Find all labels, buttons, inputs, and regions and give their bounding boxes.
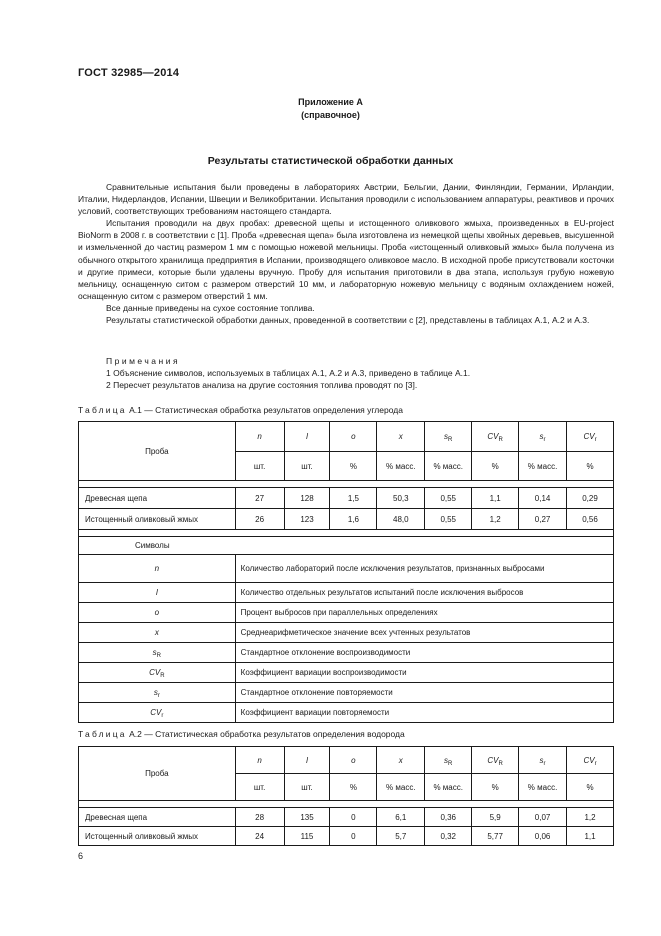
value-cell: 0 bbox=[330, 808, 377, 827]
value-cell: 50,3 bbox=[377, 488, 425, 509]
section-title: Результаты статистической обработки данных bbox=[207, 155, 454, 167]
value-cell: 1,1 bbox=[567, 827, 614, 846]
sample-header: Проба bbox=[79, 747, 236, 801]
symbol-subscript: r bbox=[594, 760, 597, 767]
paragraph: Сравнительные испытания были проведены в лабораториях Австрии, Бельгии, Дании, Финляндии, Германии, Ирландии, Италии, Нидерландов, Испании, Швеции и Великобритании. Испытания проводили с использованием аппаратуры, реактивов и прочих условий, соответствующих требованиям настоящего стандарта. bbox=[78, 182, 614, 217]
unit-cell: % масс. bbox=[425, 452, 472, 481]
legend-header: Символы bbox=[79, 537, 614, 555]
unit-cell: % масс. bbox=[519, 774, 567, 801]
legend-row bbox=[79, 555, 614, 583]
table-a2-caption-prefix: Таблица bbox=[78, 729, 127, 739]
annex-title: Приложение А bbox=[298, 97, 363, 107]
symbol-main: CV bbox=[583, 432, 595, 441]
symbol-main: s bbox=[153, 688, 158, 697]
value-cell: 0,55 bbox=[425, 488, 472, 509]
annex-subtitle: (справочное) bbox=[301, 110, 360, 120]
unit-cell: шт. bbox=[284, 774, 330, 801]
symbol-subscript: r bbox=[543, 760, 546, 767]
symbol-main: o bbox=[154, 608, 160, 617]
symbol-subscript: r bbox=[161, 713, 164, 719]
unit-cell: шт. bbox=[284, 452, 330, 481]
sample-name-cell: Истощенный оливковый жмых bbox=[79, 509, 236, 530]
symbol-cell bbox=[330, 747, 377, 774]
value-cell: 115 bbox=[284, 827, 330, 846]
sample-header: Проба bbox=[79, 422, 236, 481]
notes-heading: Примечания bbox=[106, 356, 181, 366]
value-cell: 1,1 bbox=[472, 488, 519, 509]
legend-description: Коэффициент вариации повторяемости bbox=[235, 703, 613, 723]
paragraph: Все данные приведены на сухое состояние топлива. bbox=[106, 302, 315, 313]
symbol-main: CV bbox=[487, 755, 499, 765]
value-cell: 0,36 bbox=[425, 808, 472, 827]
symbol-cell bbox=[235, 422, 284, 452]
legend-description: Процент выбросов при параллельных определениях bbox=[235, 603, 613, 623]
legend-description: Количество отдельных результатов испытаний после исключения выбросов bbox=[235, 583, 613, 603]
annex-heading bbox=[0, 96, 661, 122]
symbol-subscript: r bbox=[543, 437, 546, 443]
legend-description: Среднеарифметическое значение всех учтенных результатов bbox=[235, 623, 613, 643]
unit-cell: % bbox=[330, 452, 377, 481]
symbol-cell bbox=[79, 603, 236, 623]
unit-cell: % bbox=[330, 774, 377, 801]
value-cell: 0,29 bbox=[567, 488, 614, 509]
unit-cell: % bbox=[472, 452, 519, 481]
symbol-subscript: R bbox=[160, 673, 165, 679]
sample-name-cell: Древесная щепа bbox=[79, 488, 236, 509]
table-row bbox=[79, 808, 614, 827]
symbol-main: CV bbox=[487, 432, 499, 441]
symbol-cell bbox=[472, 747, 519, 774]
symbol-main: CV bbox=[150, 708, 162, 717]
value-cell: 24 bbox=[235, 827, 284, 846]
symbol-subscript: r bbox=[594, 437, 597, 443]
value-cell: 1,5 bbox=[330, 488, 377, 509]
unit-cell: % масс. bbox=[377, 452, 425, 481]
symbol-cell bbox=[79, 663, 236, 683]
gap-cell bbox=[79, 801, 614, 808]
value-cell: 123 bbox=[284, 509, 330, 530]
symbol-main: s bbox=[444, 432, 449, 441]
symbol-main: s bbox=[539, 755, 544, 765]
legend-row bbox=[79, 583, 614, 603]
symbol-cell bbox=[330, 422, 377, 452]
symbol-cell bbox=[79, 643, 236, 663]
legend-row bbox=[79, 683, 614, 703]
symbol-main: n bbox=[257, 432, 262, 441]
note-item: 2 Пересчет результатов анализа на другие состояния топлива проводят по [3]. bbox=[106, 380, 418, 391]
unit-cell: % bbox=[567, 774, 614, 801]
table-a1-caption-text: А.1 — Статистическая обработка результатов определения углерода bbox=[129, 405, 403, 415]
value-cell: 135 bbox=[284, 808, 330, 827]
symbol-cell bbox=[79, 583, 236, 603]
symbol-cell bbox=[79, 623, 236, 643]
symbol-cell bbox=[519, 747, 567, 774]
symbol-main: x bbox=[398, 432, 403, 441]
legend-description: Стандартное отклонение воспроизводимости bbox=[235, 643, 613, 663]
table-a2-caption-text: А.2 — Статистическая обработка результатов определения водорода bbox=[129, 729, 405, 739]
document-code: ГОСТ 32985—2014 bbox=[78, 67, 180, 79]
value-cell: 0,06 bbox=[519, 827, 567, 846]
symbol-subscript: R bbox=[156, 653, 161, 659]
symbol-header-row bbox=[79, 422, 614, 452]
value-cell: 1,6 bbox=[330, 509, 377, 530]
legend-row bbox=[79, 703, 614, 723]
table-row bbox=[79, 509, 614, 530]
symbol-main: x bbox=[154, 628, 159, 637]
legend-header-row bbox=[79, 537, 614, 555]
symbol-cell bbox=[79, 555, 236, 583]
value-cell: 0,07 bbox=[519, 808, 567, 827]
symbol-cell bbox=[472, 422, 519, 452]
value-cell: 128 bbox=[284, 488, 330, 509]
unit-cell: шт. bbox=[235, 452, 284, 481]
symbol-main: CV bbox=[149, 668, 161, 677]
value-cell: 0,32 bbox=[425, 827, 472, 846]
value-cell: 0 bbox=[330, 827, 377, 846]
table-a2-caption bbox=[78, 729, 405, 739]
symbol-subscript: R bbox=[448, 760, 453, 767]
symbol-cell bbox=[567, 422, 614, 452]
symbol-cell bbox=[284, 422, 330, 452]
symbol-main: l bbox=[306, 755, 308, 765]
value-cell: 26 bbox=[235, 509, 284, 530]
value-cell: 27 bbox=[235, 488, 284, 509]
table-a1-caption-prefix: Таблица bbox=[78, 405, 127, 415]
table-row bbox=[79, 827, 614, 846]
body-text bbox=[78, 181, 614, 326]
unit-cell: % bbox=[567, 452, 614, 481]
legend-description: Коэффициент вариации воспроизводимости bbox=[235, 663, 613, 683]
value-cell: 5,9 bbox=[472, 808, 519, 827]
value-cell: 0,14 bbox=[519, 488, 567, 509]
value-cell: 0,55 bbox=[425, 509, 472, 530]
value-cell: 0,27 bbox=[519, 509, 567, 530]
gap-row bbox=[79, 801, 614, 808]
unit-cell: % масс. bbox=[425, 774, 472, 801]
value-cell: 6,1 bbox=[377, 808, 425, 827]
symbol-main: CV bbox=[583, 755, 595, 765]
table-a1 bbox=[78, 421, 614, 723]
symbol-cell bbox=[284, 747, 330, 774]
symbol-cell bbox=[79, 703, 236, 723]
symbol-subscript: R bbox=[498, 437, 503, 443]
symbol-subscript: R bbox=[448, 437, 453, 443]
symbol-main: l bbox=[306, 432, 308, 441]
symbol-cell bbox=[425, 422, 472, 452]
symbol-main: o bbox=[351, 432, 356, 441]
symbol-main: n bbox=[154, 564, 160, 573]
symbol-main: n bbox=[257, 755, 262, 765]
paragraph: Результаты статистической обработки данных, проведенной в соответствии с [2], представлены в таблицах А.1, А.2 и А.3. bbox=[106, 315, 590, 326]
symbol-cell bbox=[235, 747, 284, 774]
unit-cell: шт. bbox=[235, 774, 284, 801]
value-cell: 28 bbox=[235, 808, 284, 827]
value-cell: 5,77 bbox=[472, 827, 519, 846]
legend-row bbox=[79, 643, 614, 663]
symbol-cell bbox=[377, 747, 425, 774]
notes bbox=[106, 355, 614, 391]
gap-cell bbox=[79, 481, 614, 488]
symbol-subscript: r bbox=[157, 693, 160, 699]
table-a1-caption bbox=[78, 405, 403, 415]
value-cell: 1,2 bbox=[472, 509, 519, 530]
symbol-cell bbox=[519, 422, 567, 452]
table-a2 bbox=[78, 746, 614, 846]
symbol-main: s bbox=[539, 432, 544, 441]
unit-cell: % масс. bbox=[519, 452, 567, 481]
symbol-cell bbox=[79, 683, 236, 703]
page-number: 6 bbox=[78, 851, 84, 861]
symbol-cell bbox=[377, 422, 425, 452]
value-cell: 5,7 bbox=[377, 827, 425, 846]
legend-row bbox=[79, 663, 614, 683]
note-item: 1 Объяснение символов, используемых в таблицах А.1, А.2 и А.3, приведено в таблице А.1. bbox=[106, 368, 471, 379]
value-cell: 0,56 bbox=[567, 509, 614, 530]
symbol-main: l bbox=[155, 588, 158, 597]
paragraph: Испытания проводили на двух пробах: древесной щепы и истощенного оливкового жмыха, произведенных в EU-project BioNorm в 2008 г. в соответствии с [1]. Проба «древесная щепа» была изготовлена из немецкой щепы хвойных деревьев, высушенной и измельченной до частиц размером 1 мм с помощью ножевой мельницы. Проба «истощенный оливковый жмых» была получена из обычного открытого хранилища предприятия в Испании, производящего оливковое масло. В исходной пробе присутствовали косточки и другие примеси, которые были удалены вручную. Пробу для испытания приготовили в два этапа, используя грубую ножевую мельницу, оснащенную ситом с размером отверстий 10 мм, и лабораторную ножевую мельницу с водяным охлаждением ножей, оснащенную ситом с размером отверстий 1 мм. bbox=[78, 218, 614, 301]
gap-cell bbox=[79, 530, 614, 537]
legend-description: Количество лабораторий после исключения результатов, признанных выбросами bbox=[235, 555, 613, 583]
sample-name-cell: Истощенный оливковый жмых bbox=[79, 827, 236, 846]
gap-row bbox=[79, 530, 614, 537]
gap-row bbox=[79, 481, 614, 488]
symbol-cell bbox=[567, 747, 614, 774]
table-row bbox=[79, 488, 614, 509]
symbol-main: o bbox=[351, 755, 356, 765]
symbol-subscript: R bbox=[498, 760, 503, 767]
value-cell: 48,0 bbox=[377, 509, 425, 530]
symbol-header-row bbox=[79, 747, 614, 774]
legend-description: Стандартное отклонение повторяемости bbox=[235, 683, 613, 703]
sample-name-cell: Древесная щепа bbox=[79, 808, 236, 827]
symbol-main: s bbox=[444, 755, 449, 765]
unit-cell: % масс. bbox=[377, 774, 425, 801]
symbol-main: s bbox=[152, 648, 157, 657]
legend-row bbox=[79, 603, 614, 623]
unit-cell: % bbox=[472, 774, 519, 801]
symbol-cell bbox=[425, 747, 472, 774]
value-cell: 1,2 bbox=[567, 808, 614, 827]
legend-row bbox=[79, 623, 614, 643]
symbol-main: x bbox=[398, 755, 403, 765]
